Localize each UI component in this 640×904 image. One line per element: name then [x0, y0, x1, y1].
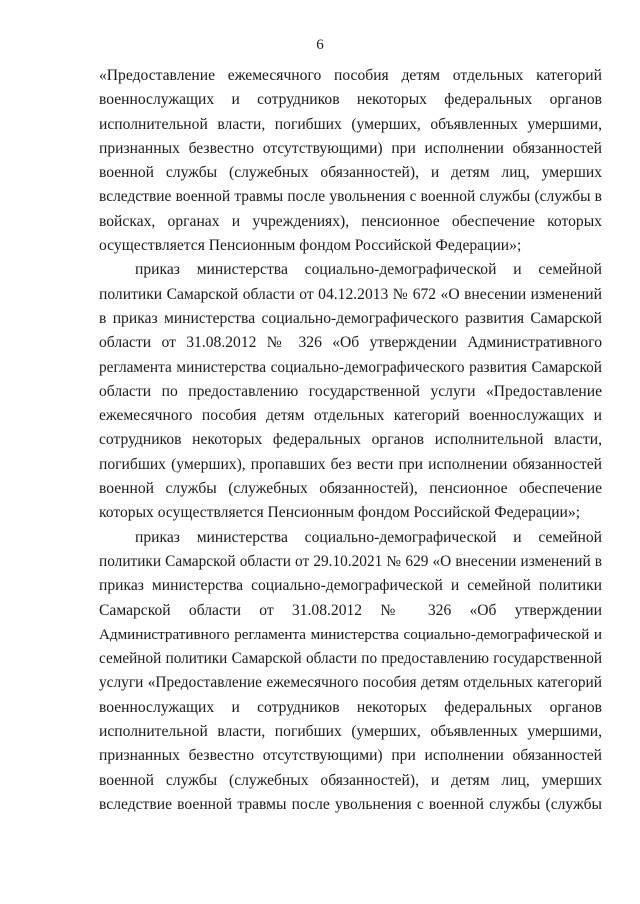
text-line: военнослужащих и сотрудников некоторых федеральных органов [99, 91, 602, 109]
text-line: «Предоставление ежемесячного пособия детям отдельных категорий [99, 67, 602, 84]
text-line: признанных безвестно отсутствующими) при исполнении обязанностей [99, 747, 602, 765]
text-line: осуществляется Пенсионным фондом Российской Федерации»; [99, 237, 522, 255]
text-line: признанных безвестно отсутствующими) при исполнении обязанностей [99, 139, 602, 157]
text-line: Самарской области от 31.08.2012 № 326 «Об утверждении [99, 601, 602, 619]
text-line: регламента министерства социально-демографического развития Самарской [99, 358, 602, 376]
text-line: услуги «Предоставление ежемесячного пособия детям отдельных категорий [99, 674, 602, 692]
text-line: которых осуществляется Пенсионным фондом Российской Федерации»; [99, 504, 581, 522]
text-line: приказ министерства социально-демографической и семейной [135, 528, 602, 546]
text-line: политики Самарской области от 29.10.2021 № 629 «О внесении изменений в [99, 552, 602, 570]
text-line: военной службы (служебных обязанностей), пенсионное обеспечение [99, 480, 602, 498]
text-line: семейной политики Самарской области по предоставлению государственной [99, 650, 602, 668]
text-line: военной службы (служебных обязанностей), и детям лиц, умерших [99, 164, 602, 182]
text-line: исполнительной власти, погибших (умерших, объявленных умершими, [99, 723, 602, 741]
text-line: приказ министерства социально-демографической и семейной политики [99, 577, 602, 595]
text-line: Административного регламента министерства социально-демографической и [99, 626, 602, 643]
text-line: области по предоставлению государственной услуги «Предоставление [99, 382, 602, 400]
text-line: войсках, органах и учреждениях), пенсионное обеспечение которых [99, 212, 602, 230]
text-line: военной службы (служебных обязанностей), и детям лиц, умерших [99, 771, 602, 789]
text-line: приказ министерства социально-демографической и семейной [135, 261, 602, 279]
text-line: исполнительной власти, погибших (умерших, объявленных умершими, [99, 115, 602, 133]
text-line: политики Самарской области от 04.12.2013 № 672 «О внесении изменений [99, 285, 602, 303]
text-line: в приказ министерства социально-демографического развития Самарской [99, 309, 602, 327]
document-body [99, 64, 602, 817]
text-line: вследствие военной травмы после увольнения с военной службы (службы [99, 795, 602, 813]
paragraph [99, 64, 602, 258]
text-line: вследствие военной травмы после увольнения с военной службы (службы в [99, 188, 602, 206]
text-line: погибших (умерших), пропавших без вести при исполнении обязанностей [99, 455, 602, 473]
text-line: военнослужащих и сотрудников некоторых федеральных органов [99, 698, 602, 716]
text-line: ежемесячного пособия детям отдельных категорий военнослужащих и [99, 407, 602, 425]
page-number: 6 [316, 37, 324, 53]
paragraph [99, 258, 602, 525]
text-line: области от 31.08.2012 № 326 «Об утверждении Административного [99, 334, 602, 352]
paragraph [99, 526, 602, 818]
text-line: сотрудников некоторых федеральных органов исполнительной власти, [99, 431, 602, 449]
